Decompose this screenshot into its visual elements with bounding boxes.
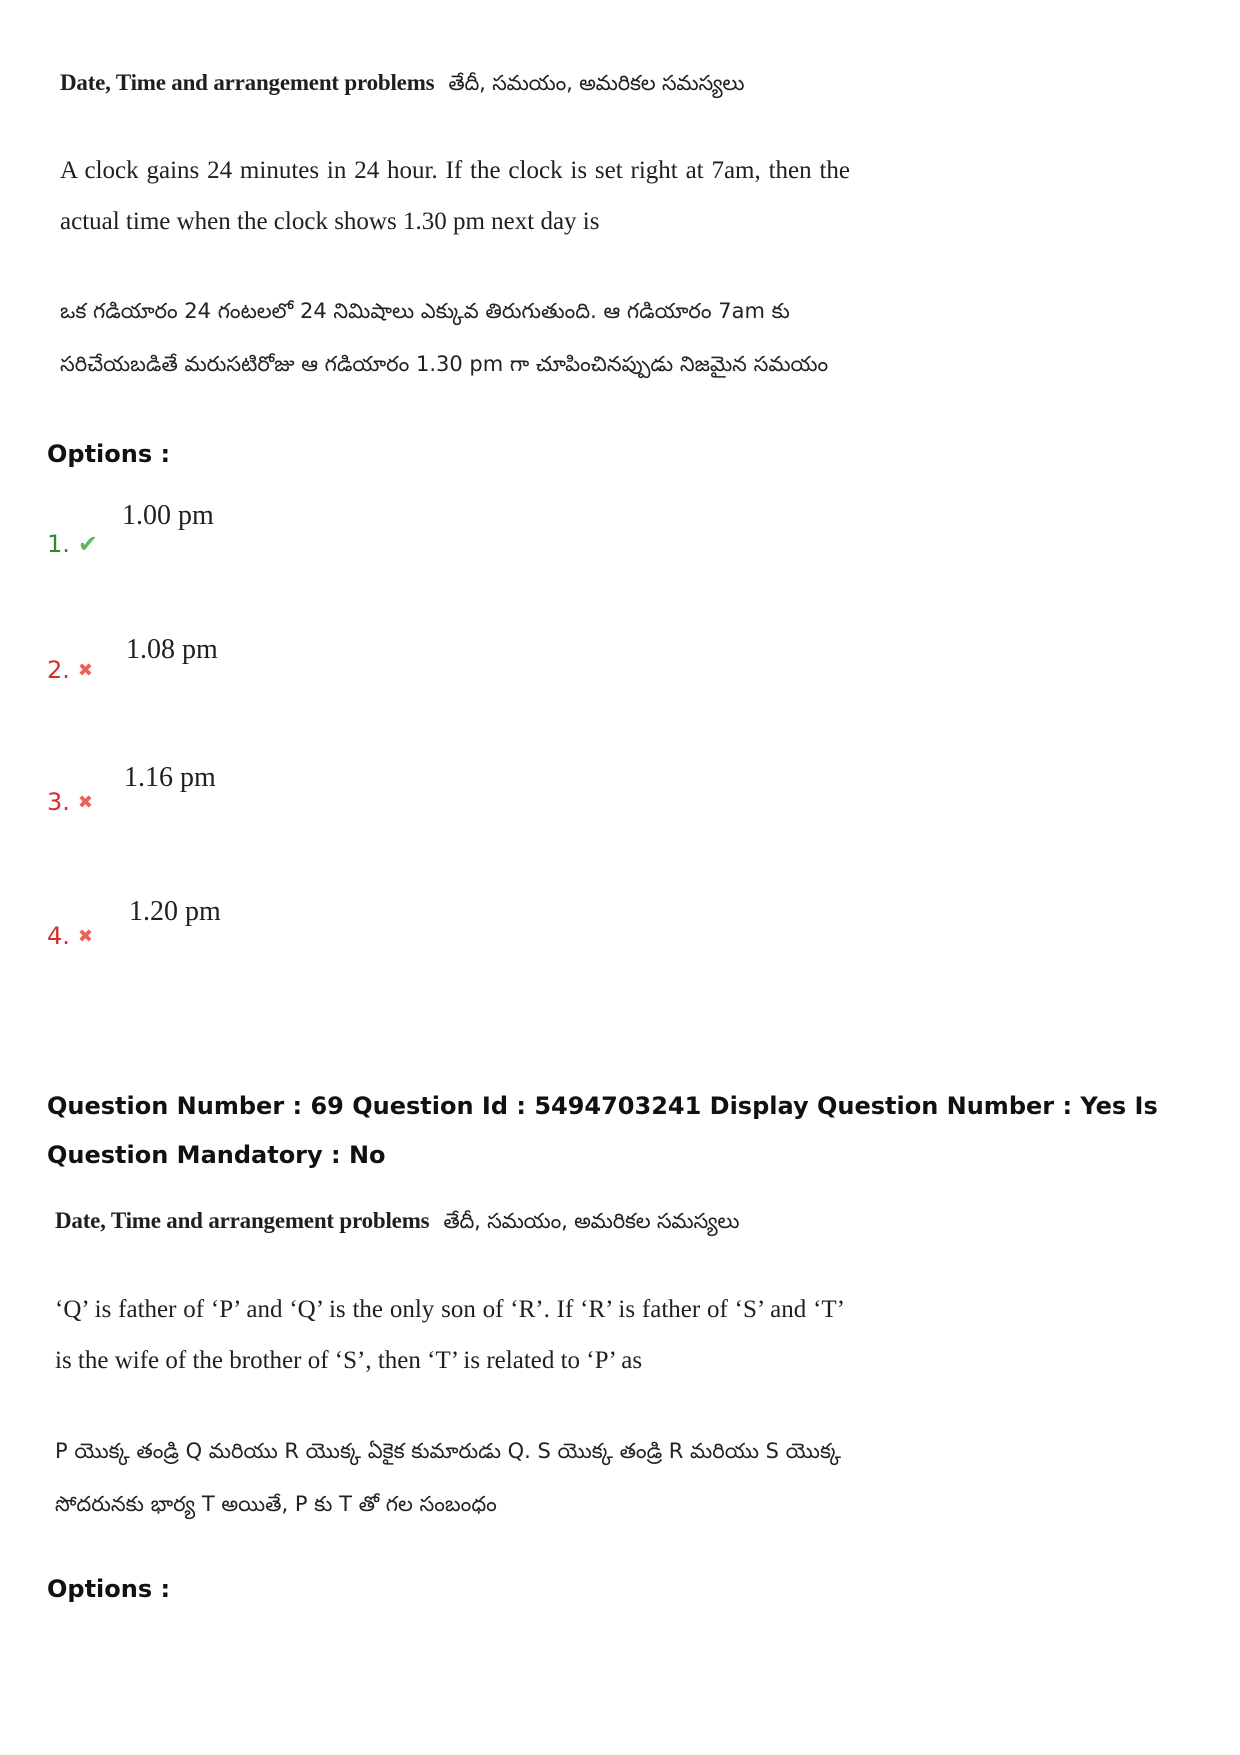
wrong-cross-icon: ✖	[77, 659, 93, 681]
q68-topic-en: Date, Time and arrangement problems	[60, 70, 435, 95]
q68-option-1-number	[47, 530, 98, 558]
q69-topic-te: తేదీ, సమయం, అమరికల సమస్యలు	[443, 1209, 740, 1233]
q68-question-te: ఒక గడియారం 24 గంటలలో 24 నిమిషాలు ఎక్కువ తిరుగుతుంది. ఆ గడియారం 7am కు సరిచేయబడితే మరుసటిరోజు ఆ గడియారం 1.30 pm గా చూపించినప్పుడు నిజమైన సమయం	[60, 299, 829, 376]
q68-option-2-number	[47, 656, 93, 684]
q69-options-label: Options :	[47, 1575, 171, 1603]
correct-check-icon: ✔	[77, 530, 99, 558]
q68-topic-te: తేదీ, సమయం, అమరికల సమస్యలు	[448, 71, 745, 95]
q68-options-label: Options :	[47, 440, 171, 468]
q68-option-3-number	[47, 788, 93, 816]
q69-question-te: P యొక్క తండ్రి Q మరియు R యొక్క ఏకైక కుమారుడు Q. S యొక్క తండ్రి R మరియు S యొక్క సోదరునకు భార్య T అయితే, P కు T తో గల సంబంధం	[55, 1439, 842, 1516]
q68-option-3-text: 1.16 pm	[124, 762, 216, 793]
q68-option-4-number	[47, 922, 93, 950]
option-number: 4.	[47, 922, 70, 950]
q69-meta-header: Question Number : 69 Question Id : 5494703241 Display Question Number : Yes Is Question Mandatory : No	[47, 1092, 1158, 1169]
q68-option-4-text: 1.20 pm	[129, 896, 221, 927]
q69-topic-en: Date, Time and arrangement problems	[55, 1208, 430, 1233]
q68-option-1-text: 1.00 pm	[122, 500, 214, 531]
q69-question-en: ‘Q’ is father of ‘P’ and ‘Q’ is the only son of ‘R’. If ‘R’ is father of ‘S’ and ‘T’ is the wife of the brother of ‘S’, then ‘T’ is related to ‘P’ as	[55, 1296, 845, 1374]
q68-question-en: A clock gains 24 minutes in 24 hour. If the clock is set right at 7am, then the actual time when the clock shows 1.30 pm next day is	[60, 157, 850, 235]
q69-topic	[55, 1208, 739, 1239]
wrong-cross-icon: ✖	[77, 925, 93, 947]
option-number: 1.	[47, 530, 70, 558]
wrong-cross-icon: ✖	[77, 791, 93, 813]
option-number: 2.	[47, 656, 70, 684]
q68-topic	[60, 70, 744, 101]
q68-option-2-text: 1.08 pm	[126, 634, 218, 665]
option-number: 3.	[47, 788, 70, 816]
